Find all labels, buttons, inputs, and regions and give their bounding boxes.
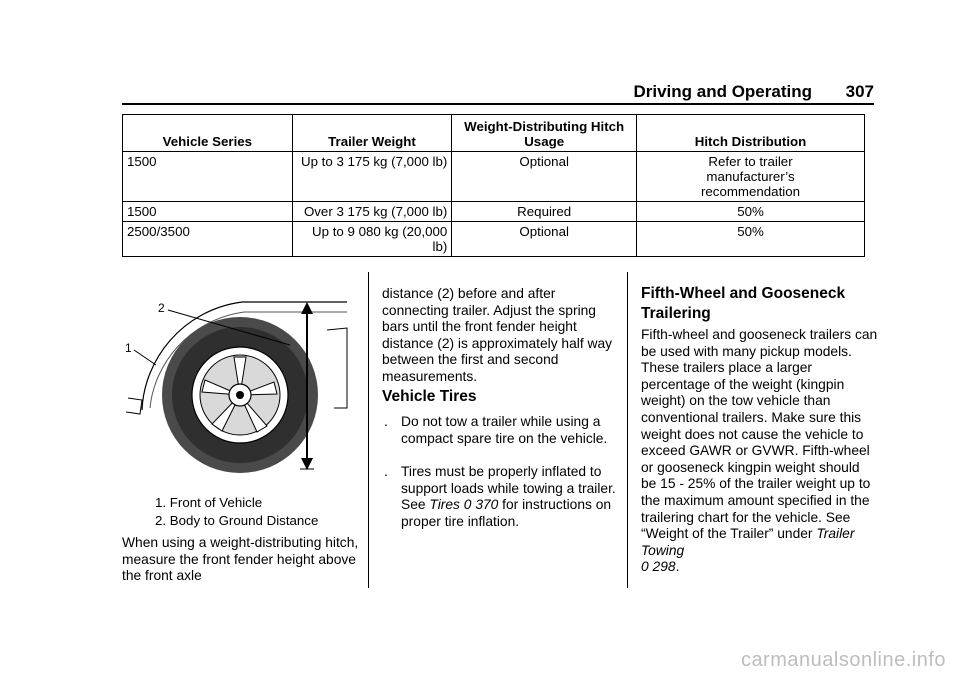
table-row (123, 222, 865, 257)
bullet-item (384, 414, 624, 464)
watermark: carmanualsonline.info (740, 649, 946, 671)
height-arrow-bottom (301, 458, 313, 470)
table-header-row (123, 115, 865, 152)
height-arrow-top (301, 302, 313, 314)
table-cell: 1500 (123, 152, 293, 202)
callout-1-leader (134, 350, 156, 365)
page-ref-arrow-icon: 0 (641, 559, 649, 575)
column-header: Hitch Distribution (637, 115, 865, 152)
table-cell: Up to 3 175 kg (7,000 lb) (292, 152, 452, 202)
fifth-wheel-heading: Fifth-Wheel and Gooseneck Trailering (641, 285, 846, 322)
table-cell: Refer to trailer manufacturer’s recommendation (637, 152, 865, 202)
table-cell: Optional (452, 222, 637, 257)
col2-paragraph: distance (2) before and after connecting trailer. Adjust the spring bars until the front fender height distance (2) is approximately half way between the first and second measurements. (382, 286, 613, 384)
header-rule (122, 103, 874, 105)
figure-caption-1: 1. Front of Vehicle (155, 495, 263, 510)
table-cell: 50% (637, 202, 865, 222)
cross-ref-trailer-towing[interactable]: Trailer Towing (641, 526, 855, 558)
table-row (123, 202, 865, 222)
vehicle-tires-heading: Vehicle Tires (382, 388, 477, 405)
bumper-edge (126, 398, 142, 414)
running-header (122, 82, 874, 102)
column-header: Trailer Weight (292, 115, 452, 152)
cross-ref-tires[interactable]: Tires (429, 497, 460, 513)
table-cell: 50% (637, 222, 865, 257)
hitch-spec-table (122, 114, 865, 257)
col3-paragraph: Fifth-wheel and gooseneck trailers can be used with many pickup models. These trailers place a larger percentage of the weight (kingpin weight) on the tow vehicle than conventional trailers. Make sure this weight does not cause the vehicle to exceed GAWR or GVWR. Fifth-wheel or gooseneck kingpin weight should be 15 - 25% of the trailer weight up to the maximum amount specified in the trailering chart for the vehicle. See “Weight of the Trailer” under Trailer Towing 0 298. (641, 327, 878, 575)
column-header: Vehicle Series (123, 115, 293, 152)
page-number: 307 (845, 82, 874, 101)
bullet-marker: . (384, 414, 388, 429)
table-cell: 1500 (123, 202, 293, 222)
callout-1-label: 1 (125, 341, 132, 355)
table-cell: Required (452, 202, 637, 222)
figure-caption-2: 2. Body to Ground Distance (155, 513, 319, 528)
bullet-item (384, 464, 624, 548)
table-cell: Optional (452, 152, 637, 202)
page-ref-arrow-icon: 0 (463, 497, 472, 513)
bullet-text: Tires must be properly inflated to support loads while towing a trailer. See Tires 0 370 for instructions on proper tire inflation. (401, 464, 616, 529)
body-edge (327, 328, 347, 408)
table-cell: Over 3 175 kg (7,000 lb) (292, 202, 452, 222)
bullet-text: Do not tow a trailer while using a compact spare tire on the vehicle. (401, 414, 608, 446)
cross-ref-page[interactable]: 370 (475, 497, 499, 513)
callout-2-label: 2 (158, 301, 165, 315)
col1-paragraph: When using a weight-distributing hitch, measure the front fender height above the front axle (122, 535, 359, 584)
column-header: Weight-Distributing Hitch Usage (452, 115, 637, 152)
fender-height-figure (122, 290, 358, 480)
column-divider (627, 272, 628, 588)
table-row (123, 152, 865, 202)
cross-ref-page[interactable]: 298 (652, 559, 676, 575)
table-cell: 2500/3500 (123, 222, 293, 257)
column-divider (368, 272, 369, 588)
table-cell: Up to 9 080 kg (20,000 lb) (292, 222, 452, 257)
bullet-marker: . (384, 464, 388, 479)
axle-center (236, 391, 244, 399)
section-title: Driving and Operating (633, 82, 812, 101)
